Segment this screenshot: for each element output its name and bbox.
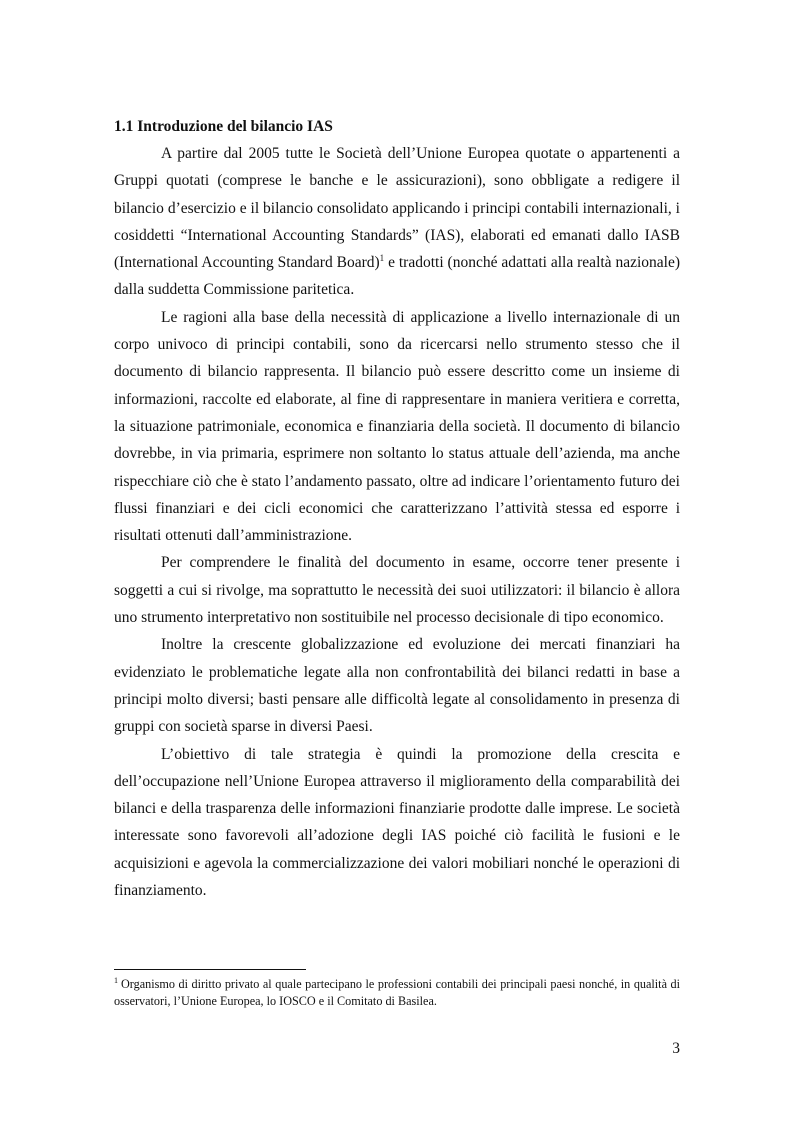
page-number: 3 <box>672 1040 680 1057</box>
section-heading: 1.1 Introduzione del bilancio IAS <box>114 118 333 135</box>
paragraph-1 <box>114 140 680 304</box>
footnote-reference[interactable]: 1 <box>379 253 385 264</box>
page-body <box>114 113 680 904</box>
footnote <box>114 976 680 1009</box>
paragraph-5: L’obiettivo di tale strategia è quindi la promozione della crescita e dell’occupazione nell’Unione Europea attraverso il miglioramento della comparabilità dei bilanci e della trasparenza delle informazioni finanziarie prodotte dalle imprese. Le società interessate sono favorevoli all’adozione degli IAS poiché ciò facilità le fusioni e le acquisizioni e agevola la commercializzazione dei valori mobiliari nonché le operazioni di finanziamento. <box>114 745 680 900</box>
paragraph-3: Per comprendere le finalità del documento in esame, occorre tener presente i soggetti a cui si rivolge, ma soprattutto le necessità dei suoi utilizzatori: il bilancio è allora uno strumento interpretativo non sostituibile nel processo decisionale di tipo economico. <box>114 554 680 627</box>
paragraph-4: Inoltre la crescente globalizzazione ed evoluzione dei mercati finanziari ha evidenziato le problematiche legate alla non confrontabilità dei bilanci redatti in base a principi molto diversi; basti pensare alle difficoltà legate al consolidamento in presenza di gruppi con società sparse in diversi Paesi. <box>114 636 680 736</box>
footnote-number: 1 <box>114 976 118 985</box>
footnote-text: Organismo di diritto privato al quale partecipano le professioni contabili dei principali paesi nonché, in qualità di osservatori, l’Unione Europea, lo IOSCO e il Comitato di Basilea. <box>114 977 680 1008</box>
paragraph-1-text-before-ref: A partire dal 2005 tutte le Società dell’Unione Europea quotate o appartenenti a Gruppi quotati (comprese le banche e le assicurazioni), sono obbligate a redigere il bilancio d’esercizio e il bilancio consolidato applicando i principi contabili internazionali, i cosiddetti “International Accounting Standards” (IAS), elaborati ed emanati dallo IASB (International Accounting Standard Board) <box>114 145 680 272</box>
footnote-separator <box>114 969 306 970</box>
paragraph-1-text-after-ref: e tradotti (nonché adattati alla realtà nazionale) dalla suddetta Commissione paritetica. <box>114 254 681 299</box>
paragraph-2: Le ragioni alla base della necessità di applicazione a livello internazionale di un corpo univoco di principi contabili, sono da ricercarsi nello strumento stesso che il documento di bilancio rappresenta. Il bilancio può essere descritto come un insieme di informazioni, raccolte ed elaborate, al fine di rappresentare in maniera veritiera e corretta, la situazione patrimoniale, economica e finanziaria della società. Il documento di bilancio dovrebbe, in via primaria, esprimere non soltanto lo status attuale dell’azienda, ma anche rispecchiare ciò che è stato l’andamento passato, oltre ad indicare l’orientamento futuro dei flussi finanziari e dei cicli economici che caratterizzano l’attività stessa ed esporre i risultati ottenuti dall’amministrazione. <box>114 308 680 545</box>
